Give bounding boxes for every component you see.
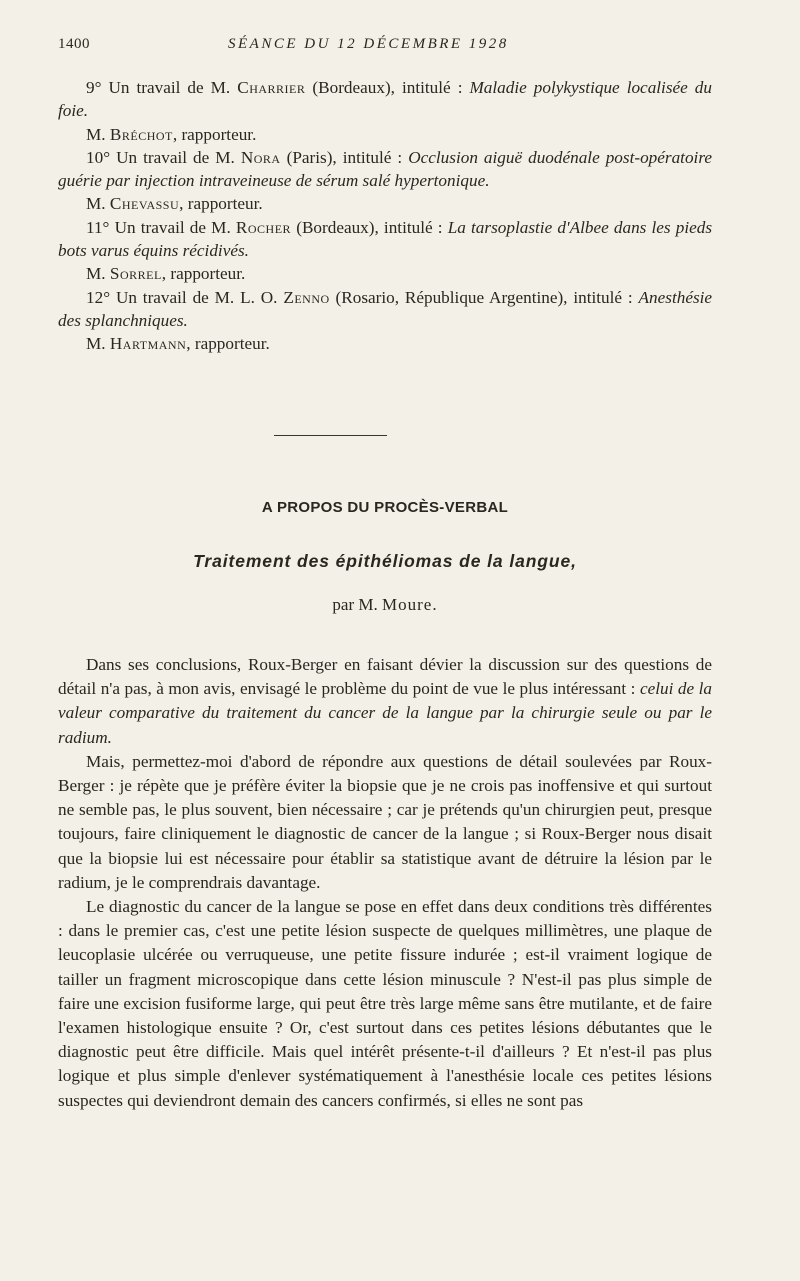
item-intro: Un travail de M.	[116, 147, 235, 167]
item-intro: Un travail de M. L. O.	[115, 287, 278, 307]
works-list	[58, 76, 712, 356]
rapporteur-line	[58, 332, 712, 355]
rapporteur-prefix: M.	[86, 124, 106, 144]
item-title: La tarsoplastie d'Albee dans les pieds bots varus équins récidivés.	[58, 217, 713, 261]
rapporteur-suffix: , rapporteur.	[161, 264, 246, 284]
item-origin: (Rosario, République Argentine), intitulé :	[335, 287, 633, 307]
running-title: SÉANCE DU 12 DÉCEMBRE 1928	[228, 36, 509, 52]
item-origin: (Bordeaux), intitulé :	[296, 217, 443, 237]
item-intro: Un travail de M.	[108, 78, 231, 97]
item-number: 11°	[86, 217, 110, 237]
article-title: Traitement des épithéliomas de la langue,	[193, 551, 577, 571]
item-origin: (Bordeaux), intitulé :	[312, 78, 463, 97]
paragraph: Le diagnostic du cancer de la langue se pose en effet dans deux conditions très différentes : dans le premier cas, c'est une petite lésion suspecte de quelques millimètres, une plaque de leucoplasie ulcérée ou verruqueuse, une petite fissure indurée ; est-il vraiment logique de tailler un fragment microscopique dans cette lésion minuscule ? N'est-il pas plus simple de faire une excision fusiforme large, qui peut être très large même sans être mutilante, et de faire l'examen histologique ensuite ? Or, c'est surtout dans ces petites lésions débutantes que le diagnostic peut être difficile. Mais quel intérêt présente-t-il d'ailleurs ? Et n'est-il pas plus logique et plus simple d'enlever systématiquement à l'anesthésie locale ces petites lésions suspectes qui deviendront demain des cancers confirmés, si elles ne sont pas	[58, 897, 712, 1110]
section-heading: A PROPOS DU PROCÈS-VERBAL	[261, 499, 509, 516]
item-intro: Un travail de M.	[114, 217, 231, 237]
item-number: 9°	[86, 78, 102, 97]
article-body	[58, 653, 712, 1113]
item-author: Zenno	[283, 287, 330, 307]
page-number: 1400	[58, 36, 90, 52]
rapporteur-prefix: M.	[86, 194, 106, 214]
rapporteur-line	[58, 123, 712, 146]
paragraph	[58, 653, 712, 750]
rapporteur-name: Bréchot	[109, 124, 173, 144]
item-origin: (Paris), intitulé :	[286, 147, 403, 167]
paragraph-emphasis: celui de la valeur comparative du traitement du cancer de la langue par la chirurgie seule ou par le radium.	[58, 679, 712, 747]
byline	[58, 595, 712, 615]
list-item	[58, 286, 712, 333]
item-author: Nora	[240, 147, 281, 167]
paragraph-text: Dans ses conclusions, Roux-Berger en faisant dévier la discussion sur des questions de détail n'a pas, à mon avis, envisagé le problème du point de vue le plus intéressant :	[58, 655, 712, 699]
item-number: 10°	[86, 147, 111, 167]
item-title: Occlusion aiguë duodénale post-opératoire guérie par injection intraveineuse de sérum salé hypertonique.	[58, 147, 713, 191]
running-head	[58, 36, 712, 58]
list-item	[58, 76, 712, 123]
rapporteur-line	[58, 192, 712, 215]
item-title: Maladie polykystique localisée du foie.	[58, 78, 712, 121]
item-author: Rocher	[235, 217, 292, 237]
section-divider	[274, 435, 387, 436]
list-item	[58, 146, 712, 193]
byline-prefix: par M.	[332, 595, 378, 614]
paragraph: Mais, permettez-moi d'abord de répondre aux questions de détail soulevées par Roux-Berger : je répète que je préfère éviter la biopsie que je ne crois pas inoffensive et qui surtout ne semble pas, le plus souvent, bien nécessaire ; car je prétends qu'un chirurgien peut, presque toujours, faire cliniquement le diagnostic de cancer de la langue ; si Roux-Berger nous disait que la biopsie lui est nécessaire pour établir sa statistique avant de détruire la lésion par le radium, je le comprendrais davantage.	[58, 751, 712, 892]
rapporteur-prefix: M.	[86, 264, 106, 284]
byline-author: Moure.	[382, 595, 438, 614]
rapporteur-suffix: , rapporteur.	[172, 124, 257, 144]
item-author: Charrier	[237, 78, 306, 97]
rapporteur-suffix: , rapporteur.	[186, 334, 270, 354]
rapporteur-line	[58, 262, 712, 285]
rapporteur-name: Hartmann	[109, 334, 187, 354]
item-title: Anesthésie des splanchniques.	[58, 287, 713, 330]
rapporteur-name: Chevassu	[109, 194, 180, 214]
list-item	[58, 216, 712, 263]
rapporteur-prefix: M.	[86, 334, 106, 354]
item-number: 12°	[86, 287, 111, 307]
rapporteur-name: Sorrel	[109, 264, 162, 284]
rapporteur-suffix: , rapporteur.	[179, 194, 263, 214]
